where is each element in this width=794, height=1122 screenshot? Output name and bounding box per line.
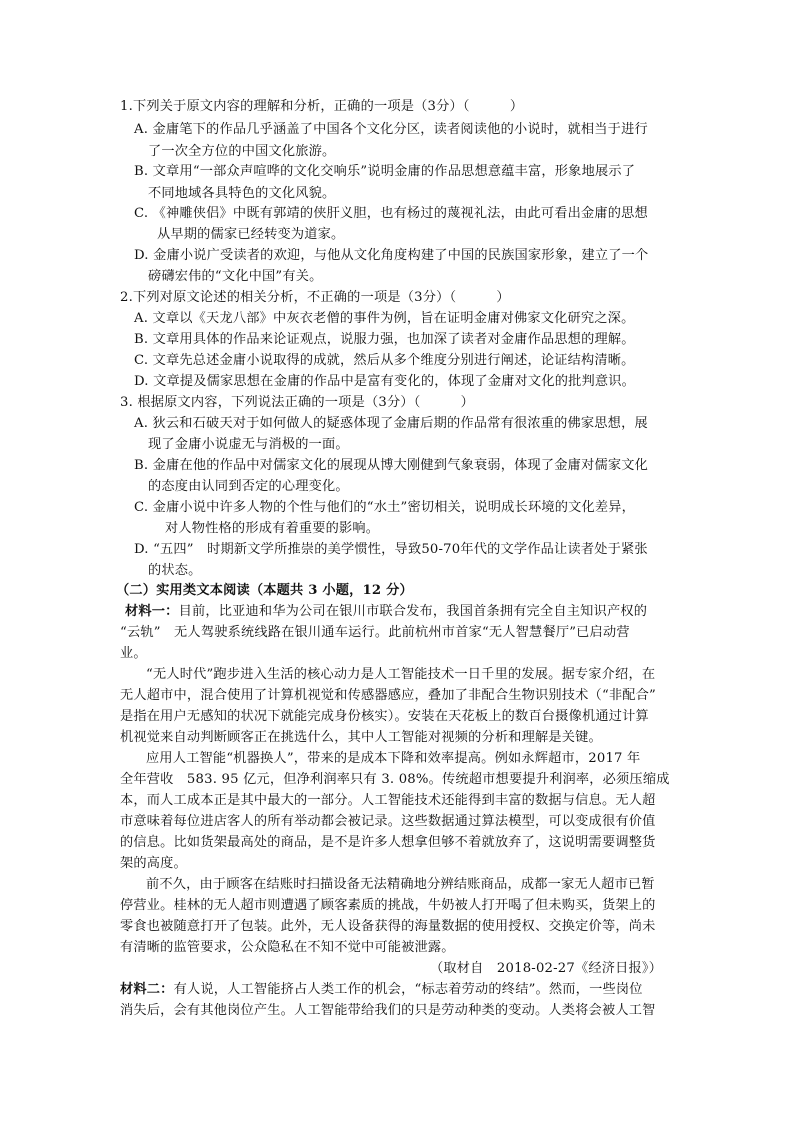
q1-option-c-line1: C. 《神雕侠侣》中既有郭靖的侠肝义胆，也有杨过的蔑视礼法，由此可看出金庸的思想 [134,206,648,221]
material-two-text: 有人说，人工智能挤占人类工作的机会，“标志着劳动的终结”。然而，一些岗位 [173,982,643,997]
paragraph2-line4: 机视觉来自动判断顾客正在挑选什么，其中人工智能对视频的分析和理解是关键。 [120,730,602,745]
paragraph3-line2: 全年营收 583. 95 亿元，但净利润率只有 3. 08%。传统超市想要提升利润率，必须压缩成 [120,772,670,787]
q1-option-d-line1: D. 金庸小说广受读者的欢迎，与他从文化角度构建了中国的民族国家形象，建立了一个 [134,248,649,263]
q1-option-a-line1: A. 金庸笔下的作品几乎涵盖了中国各个文化分区，读者阅读他的小说时，就相当于进行 [134,122,648,137]
paragraph4-line1: 前不久，由于顾客在结账时扫描设备无法精确地分辨结账商品，成都一家无人超市已暂 [146,877,655,892]
q3-option-d-line2: 的状态。 [148,563,202,578]
q3-stem: 3. 根据原文内容，下列说法正确的一项是（3分）（ ） [120,395,475,410]
material-two-line1 [120,981,643,999]
paragraph3-line3: 本，而人工成本正是其中最大的一部分。人工智能技术还能得到丰富的数据与信息。无人超 [120,793,656,808]
q1-option-a-line2: 了一次全方位的中国文化旅游。 [148,144,336,159]
paragraph4-line3: 零食也被随意打开了包装。此外，无人设备获得的海量数据的使用授权、交换定价等，尚未 [120,919,656,934]
q3-option-c-line2: 对人物性格的形成有着重要的影响。 [165,521,380,536]
paragraph2-line3: 是指在用户无感知的状况下就能完成身份核实）。安装在天花板上的数百台摄像机通过计算 [120,709,649,724]
material-two-label: 材料二： [120,982,174,997]
material-one-line2: “云轨” 无人驾驶系统线路在银川通车运行。此前杭州市首家“无人智慧餐厅”已启动营 [120,625,630,640]
q1-stem: 1.下列关于原文内容的理解和分析，正确的一项是（3分）（ ） [120,99,524,114]
q3-option-b-line1: B. 金庸在他的作品中对儒家文化的展现从博大刚健到气象衰弱，体现了金庸对儒家文化 [134,458,649,473]
paragraph2-line1: “无人时代”跑步进入生活的核心动力是人工智能技术一日千里的发展。据专家介绍，在 [146,667,656,682]
paragraph3-line1: 应用人工智能“机器换人”，带来的是成本下降和效率提高。例如永辉超市，2017 年 [146,751,641,766]
source-citation: （取材自 2018-02-27《经济日报》） [430,961,663,976]
paragraph3-line5: 的信息。比如货架最高处的商品，是不是许多人想拿但够不着就放弃了，这说明需要调整货 [120,835,656,850]
paragraph3-line4: 市意味着每位进店客人的所有举动都会被记录。这些数据通过算法模型，可以变成很有价值 [120,814,656,829]
paragraph2-line2: 无人超市中，混合使用了计算机视觉和传感器感应，叠加了非配合生物识别技术（“非配合” [120,688,656,703]
q2-option-c: C. 文章先总述金庸小说取得的成就，然后从多个维度分别进行阐述，论证结构清晰。 [134,353,635,368]
material-one-label: 材料一： [125,604,179,619]
material-two-line2: 消失后，会有其他岗位产生。人工智能带给我们的只是劳动种类的变动。人类将会被人工智 [120,1003,656,1018]
q3-option-a-line2: 现了金庸小说虚无与消极的一面。 [148,437,349,452]
q1-option-c-line2: 从早期的儒家已经转变为道家。 [157,227,345,242]
q2-option-a: A. 文章以《天龙八部》中灰衣老僧的事件为例，旨在证明金庸对佛家文化研究之深。 [134,311,635,326]
q2-stem: 2.下列对原文论述的相关分析，不正确的一项是（3分）（ ） [120,290,510,305]
paragraph4-line2: 停营业。桂林的无人超市则遭遇了顾客素质的挑战，牛奶被人打开喝了但未购买，货架上的 [120,898,656,913]
q1-option-b-line1: B. 文章用“一部众声喧哗的文化交响乐”说明金庸的作品思想意蕴丰富，形象地展示了 [134,164,636,179]
material-one-line1 [125,603,647,621]
q3-option-b-line2: 的态度由认同到否定的心理变化。 [148,479,349,494]
material-one-line3: 业。 [120,646,147,661]
paragraph3-line6: 架的高度。 [120,856,187,871]
material-one-text: 目前，比亚迪和华为公司在银川市联合发布，我国首条拥有完全自主知识产权的 [178,604,648,619]
q3-option-c-line1: C. 金庸小说中许多人物的个性与他们的“水土”密切相关，说明成长环境的文化差异， [134,500,636,515]
paragraph4-line4: 有清晰的监管要求，公众隐私在不知不觉中可能被泄露。 [120,940,455,955]
section-heading: （二）实用类文本阅读（本题共 3 小题，12 分） [116,583,413,598]
q3-option-a-line1: A. 狄云和石破天对于如何做人的疑惑体现了金庸后期的作品常有很浓重的佛家思想，展 [134,416,648,431]
q2-option-d: D. 文章提及儒家思想在金庸的作品中是富有变化的，体现了金庸对文化的批判意识。 [134,374,636,389]
q2-option-b: B. 文章用具体的作品来论证观点，说服力强，也加深了读者对金庸作品思想的理解。 [134,332,635,347]
q1-option-d-line2: 磅礴宏伟的“文化中国”有关。 [148,269,323,284]
q3-option-d-line1: D. “五四” 时期新文学所推崇的美学惯性，导致50-70年代的文学作品让读者处于紧张 [134,542,648,557]
q1-option-b-line2: 不同地域各具特色的文化风貌。 [148,186,336,201]
